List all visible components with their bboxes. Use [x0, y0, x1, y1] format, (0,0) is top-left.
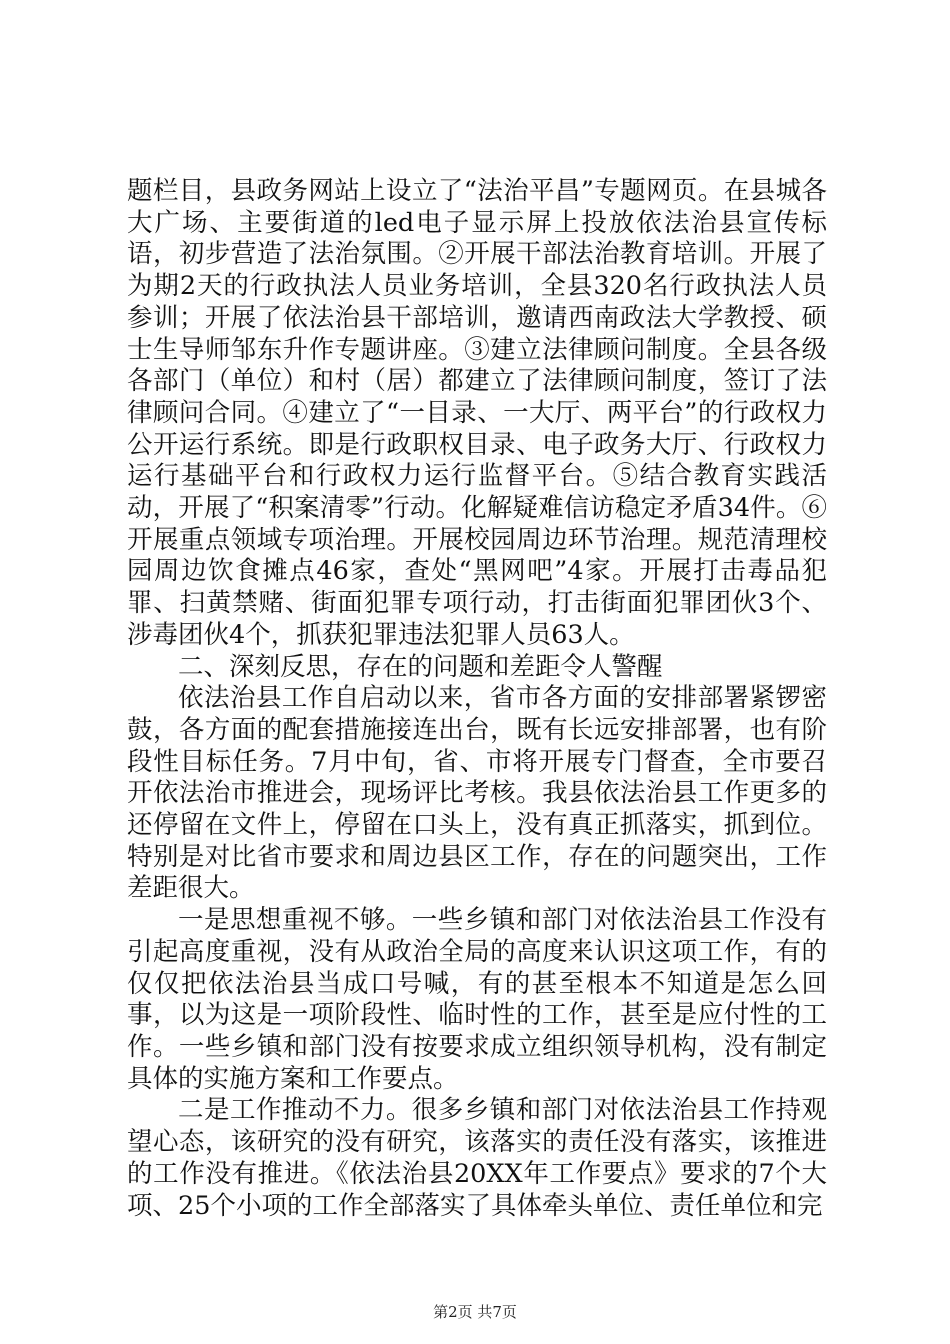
- paragraph-continued: 题栏目，县政务网站上设立了“法治平昌”专题网页。在县城各大广场、主要街道的led电子显示屏上投放依法治县宣传标语，初步营造了法治氛围。②开展干部法治教育培训。开展了为期2天的行政执法人员业务培训，全县320名行政执法人员参训；开展了依法治县干部培训，邀请西南政法大学教授、硕士生导师邹东升作专题讲座。③建立法律顾问制度。全县各级各部门（单位）和村（居）都建立了法律顾问制度，签订了法律顾问合同。④建立了“一目录、一大厅、两平台”的行政权力公开运行系统。即是行政职权目录、电子政务大厅、行政权力运行基础平台和行政权力运行监督平台。⑤结合教育实践活动，开展了“积案清零”行动。化解疑难信访稳定矛盾34件。⑥开展重点领域专项治理。开展校园周边环节治理。规范清理校园周边饮食摊点46家，查处“黑网吧”4家。开展打击毒品犯罪、扫黄禁赌、街面犯罪专项行动，打击街面犯罪团伙3个、涉毒团伙4个，抓获犯罪违法犯罪人员63人。: [127, 176, 827, 650]
- section-heading: 二、深刻反思，存在的问题和差距令人警醒: [178, 651, 663, 682]
- paragraph-issue-one: 一是思想重视不够。一些乡镇和部门对依法治县工作没有引起高度重视，没有从政治全局的高度来认识这项工作，有的仅仅把依法治县当成口号喊，有的甚至根本不知道是怎么回事，以为这是一项阶段性、临时性的工作，甚至是应付性的工作。一些乡镇和部门没有按要求成立组织领导机构，没有制定具体的实施方案和工作要点。: [127, 905, 827, 1094]
- page-number-footer: 第2页 共7页: [433, 1303, 517, 1321]
- paragraph-overview: 依法治县工作自启动以来，省市各方面的安排部署紧锣密鼓，各方面的配套措施接连出台，既有长远安排部署，也有阶段性目标任务。7月中旬，省、市将开展专门督查，全市要召开依法治市推进会，现场评比考核。我县依法治县工作更多的还停留在文件上，停留在口头上，没有真正抓落实，抓到位。特别是对比省市要求和周边县区工作，存在的问题突出，工作差距很大。: [127, 683, 827, 904]
- document-body: [127, 176, 827, 1222]
- paragraph-issue-two: 二是工作推动不力。很多乡镇和部门对依法治县工作持观望心态，该研究的没有研究，该落实的责任没有落实，该推进的工作没有推进。《依法治县20XX年工作要点》要求的7个大项、25个小项的工作全部落实了具体牵头单位、责任单位和完: [127, 1095, 827, 1221]
